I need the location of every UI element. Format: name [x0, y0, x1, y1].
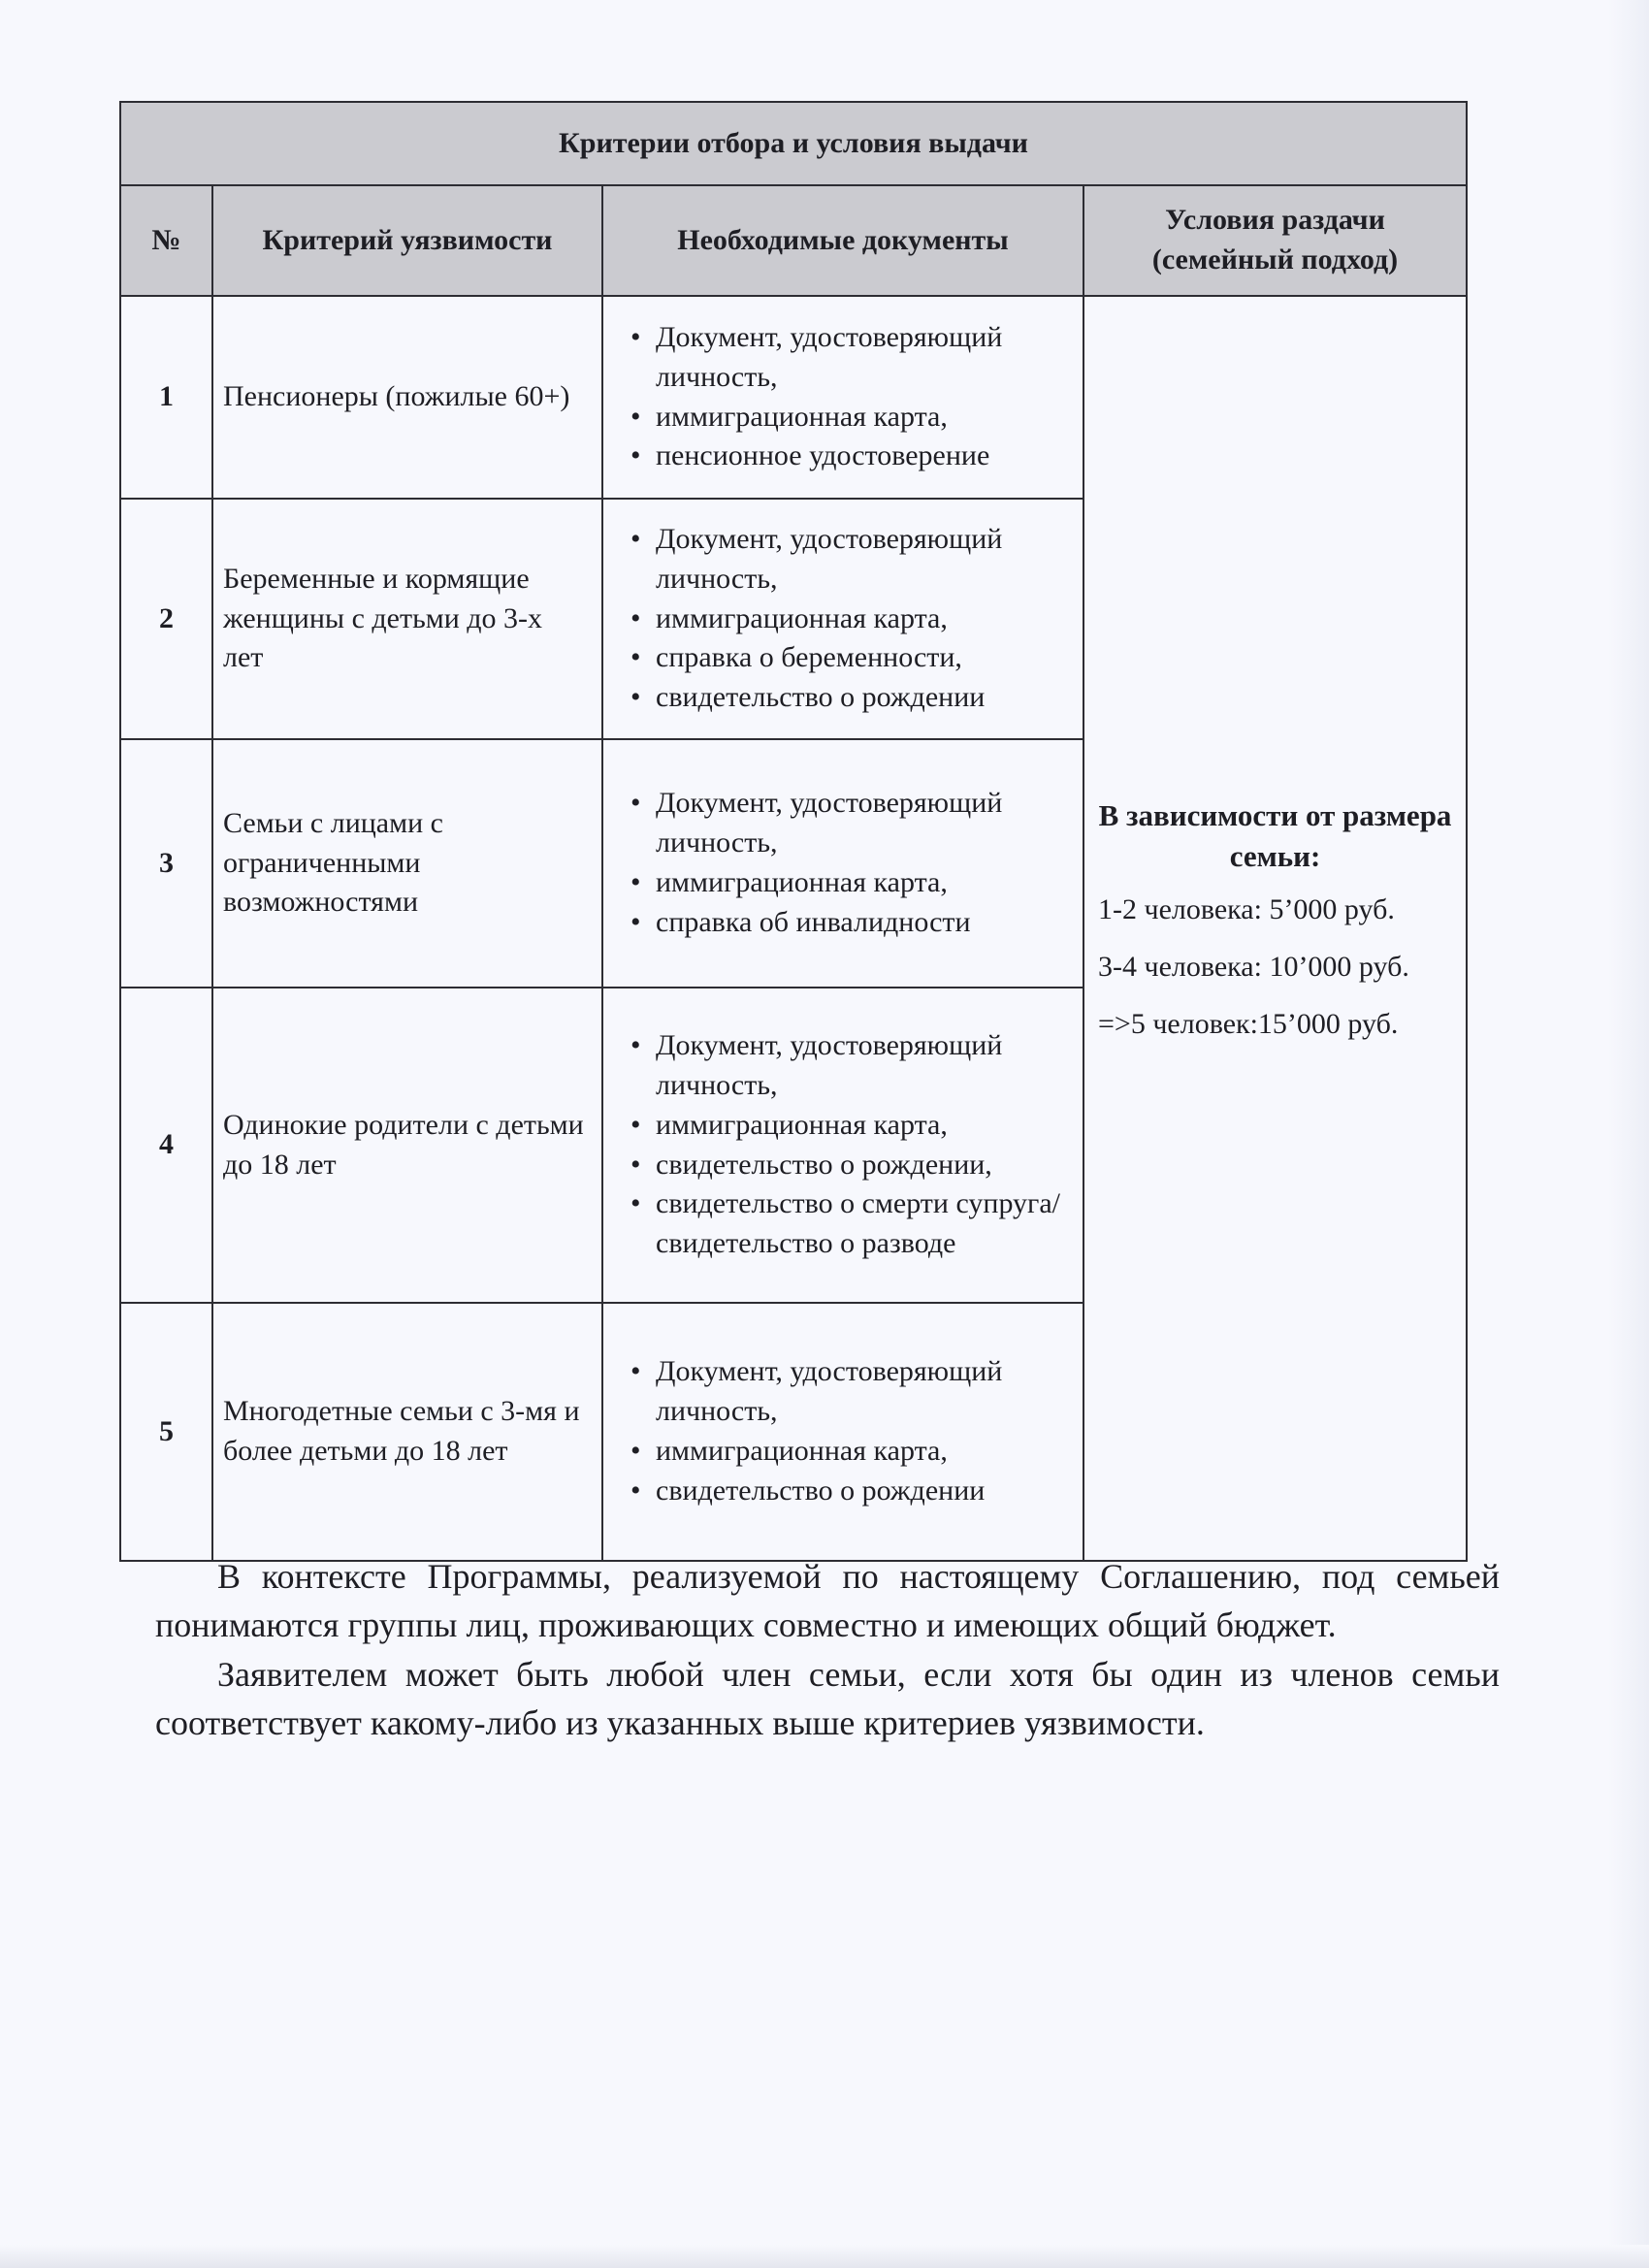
- row-documents: [602, 296, 1083, 499]
- conditions-line: 1-2 человека: 5’000 руб.: [1098, 892, 1395, 925]
- paragraph: В контексте Программы, реализуемой по настоящему Соглашению, под семьей понимаются группы лиц, проживающих совместно и имеющих общий бюджет.: [155, 1557, 1500, 1645]
- conditions-heading: В зависимости от размера семьи:: [1098, 797, 1452, 873]
- header-documents: Необходимые документы: [602, 185, 1083, 296]
- document-item: • иммиграционная карта,: [656, 863, 1073, 903]
- row-number: 1: [120, 296, 212, 499]
- document-item: • иммиграционная карта,: [656, 398, 1073, 437]
- page-edge-shadow-bottom: [0, 2245, 1649, 2268]
- document-item: • Документ, удостоверяющий личность,: [656, 784, 1073, 863]
- page-edge-shadow: [1608, 0, 1649, 2268]
- row-number: 5: [120, 1303, 212, 1561]
- paragraph: Заявителем может быть любой член семьи, если хотя бы один из членов семьи соответствует какому-либо из указанных выше критериев уязвимости.: [155, 1654, 1500, 1743]
- document-item: • Документ, удостоверяющий личность,: [656, 1026, 1073, 1106]
- header-num: №: [120, 185, 212, 296]
- conditions-line: =>5 человек:15’000 руб.: [1098, 1007, 1399, 1040]
- document-item: • свидетельство о рождении,: [656, 1146, 1073, 1185]
- criteria-table: [119, 101, 1468, 1562]
- table-title-row: [120, 102, 1467, 185]
- table-header-row: [120, 185, 1467, 296]
- document-item: • свидетельство о смерти супруга/ свидетельство о разводе: [656, 1184, 1073, 1264]
- row-documents: [602, 499, 1083, 739]
- document-item: • справка о беременности,: [656, 638, 1073, 678]
- document-item: • свидетельство о рождении: [656, 678, 1073, 718]
- document-item: • иммиграционная карта,: [656, 599, 1073, 639]
- conditions-line: 3-4 человека: 10’000 руб.: [1098, 950, 1409, 983]
- row-documents: [602, 1303, 1083, 1561]
- document-item: • пенсионное удостоверение: [656, 437, 1073, 476]
- row-criterion: Пенсионеры (пожилые 60+): [212, 296, 602, 499]
- row-documents: [602, 739, 1083, 988]
- row-criterion: Многодетные семьи с 3-мя и более детьми до 18 лет: [212, 1303, 602, 1561]
- table-row: [120, 296, 1467, 499]
- row-number: 4: [120, 988, 212, 1303]
- document-item: • иммиграционная карта,: [656, 1432, 1073, 1472]
- header-conditions: Условия раздачи (семейный подход): [1083, 185, 1467, 296]
- conditions-cell: [1083, 296, 1467, 1561]
- row-documents: [602, 988, 1083, 1303]
- row-criterion: Одинокие родители с детьми до 18 лет: [212, 988, 602, 1303]
- document-item: • справка об инвалидности: [656, 903, 1073, 943]
- document-item: • иммиграционная карта,: [656, 1106, 1073, 1146]
- row-criterion: Семьи с лицами с ограниченными возможностями: [212, 739, 602, 988]
- document-item: • свидетельство о рождении: [656, 1472, 1073, 1511]
- table-title: Критерии отбора и условия выдачи: [120, 102, 1467, 185]
- row-number: 2: [120, 499, 212, 739]
- row-number: 3: [120, 739, 212, 988]
- document-item: • Документ, удостоверяющий личность,: [656, 520, 1073, 599]
- row-criterion: Беременные и кормящие женщины с детьми до 3-х лет: [212, 499, 602, 739]
- body-text: [155, 1552, 1500, 1748]
- document-item: • Документ, удостоверяющий личность,: [656, 1352, 1073, 1432]
- header-criterion: Критерий уязвимости: [212, 185, 602, 296]
- document-item: • Документ, удостоверяющий личность,: [656, 318, 1073, 398]
